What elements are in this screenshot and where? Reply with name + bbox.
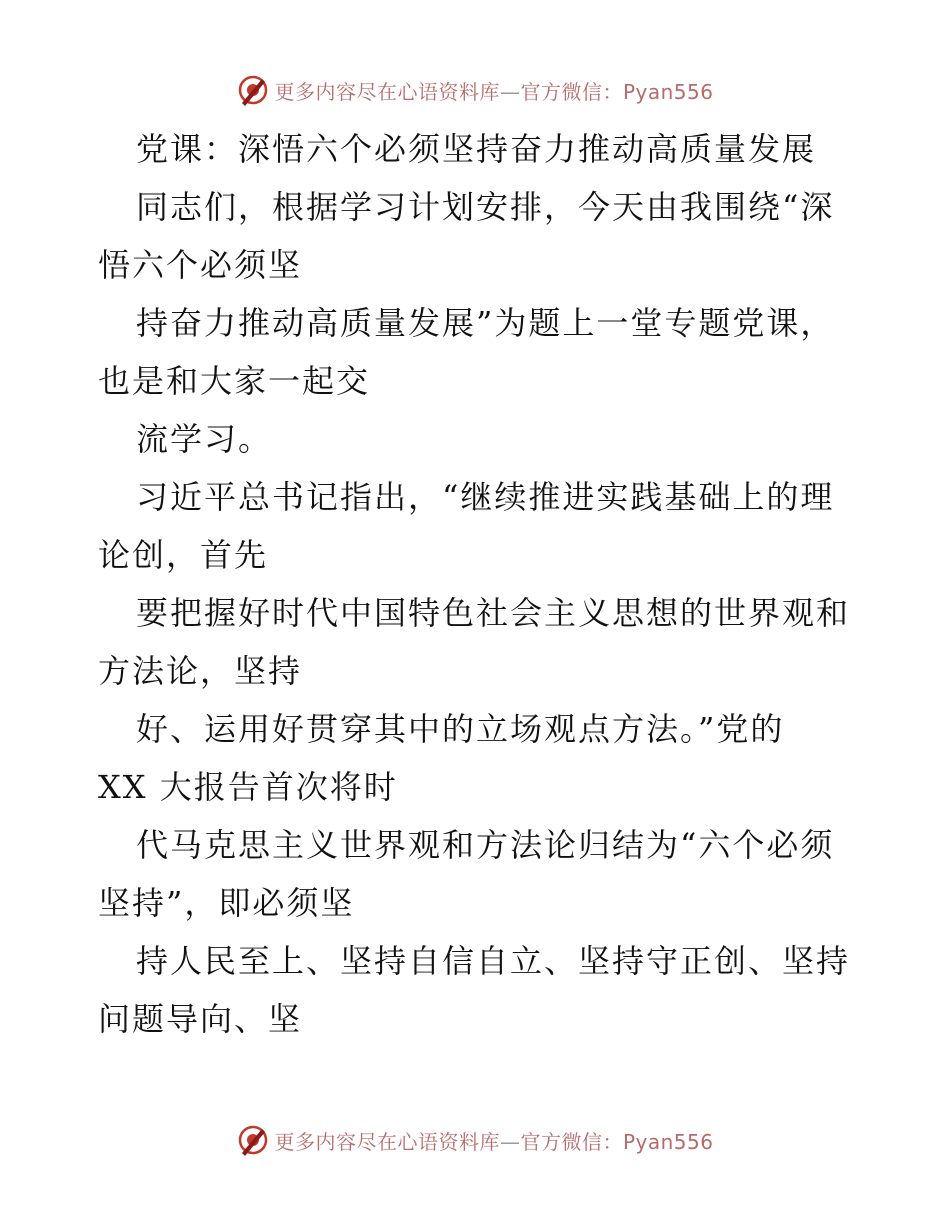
pen-logo-icon <box>236 73 270 107</box>
text-line: 悟六个必须坚 <box>98 246 303 284</box>
text-line: 持奋力推动高质量发展”为题上一堂专题党课， <box>136 304 835 342</box>
text-line: 问题导向、坚 <box>98 1000 303 1038</box>
text-line: 代马克思主义世界观和方法论归结为“六个必须 <box>136 826 835 864</box>
text-line: XX 大报告首次将时 <box>98 768 398 806</box>
watermark-text: 更多内容尽在心语资料库—官方微信：Pyan556 <box>274 79 714 104</box>
text-line: 方法论，坚持 <box>98 652 303 690</box>
watermark-text: 更多内容尽在心语资料库—官方微信：Pyan556 <box>274 1129 714 1154</box>
text-line: 好、运用好贯穿其中的立场观点方法。”党的 <box>136 710 785 748</box>
text-line: 习近平总书记指出，“继续推进实践基础上的理 <box>136 478 835 516</box>
footer-watermark <box>0 1120 950 1160</box>
text-line: 党课：深悟六个必须坚持奋力推动高质量发展 <box>136 130 817 168</box>
pen-logo-icon <box>236 1123 270 1157</box>
text-line: 论创，首先 <box>98 536 269 574</box>
header-watermark <box>0 70 950 110</box>
text-line: 要把握好时代中国特色社会主义思想的世界观和 <box>136 594 851 632</box>
text-line: 流学习。 <box>136 420 273 458</box>
document-body <box>98 120 858 1048</box>
text-line: 持人民至上、坚持自信自立、坚持守正创、坚持 <box>136 942 851 980</box>
text-line: 也是和大家一起交 <box>98 362 371 400</box>
text-line: 同志们，根据学习计划安排，今天由我围绕“深 <box>136 188 835 226</box>
text-line: 坚持”，即必须坚 <box>98 884 355 922</box>
